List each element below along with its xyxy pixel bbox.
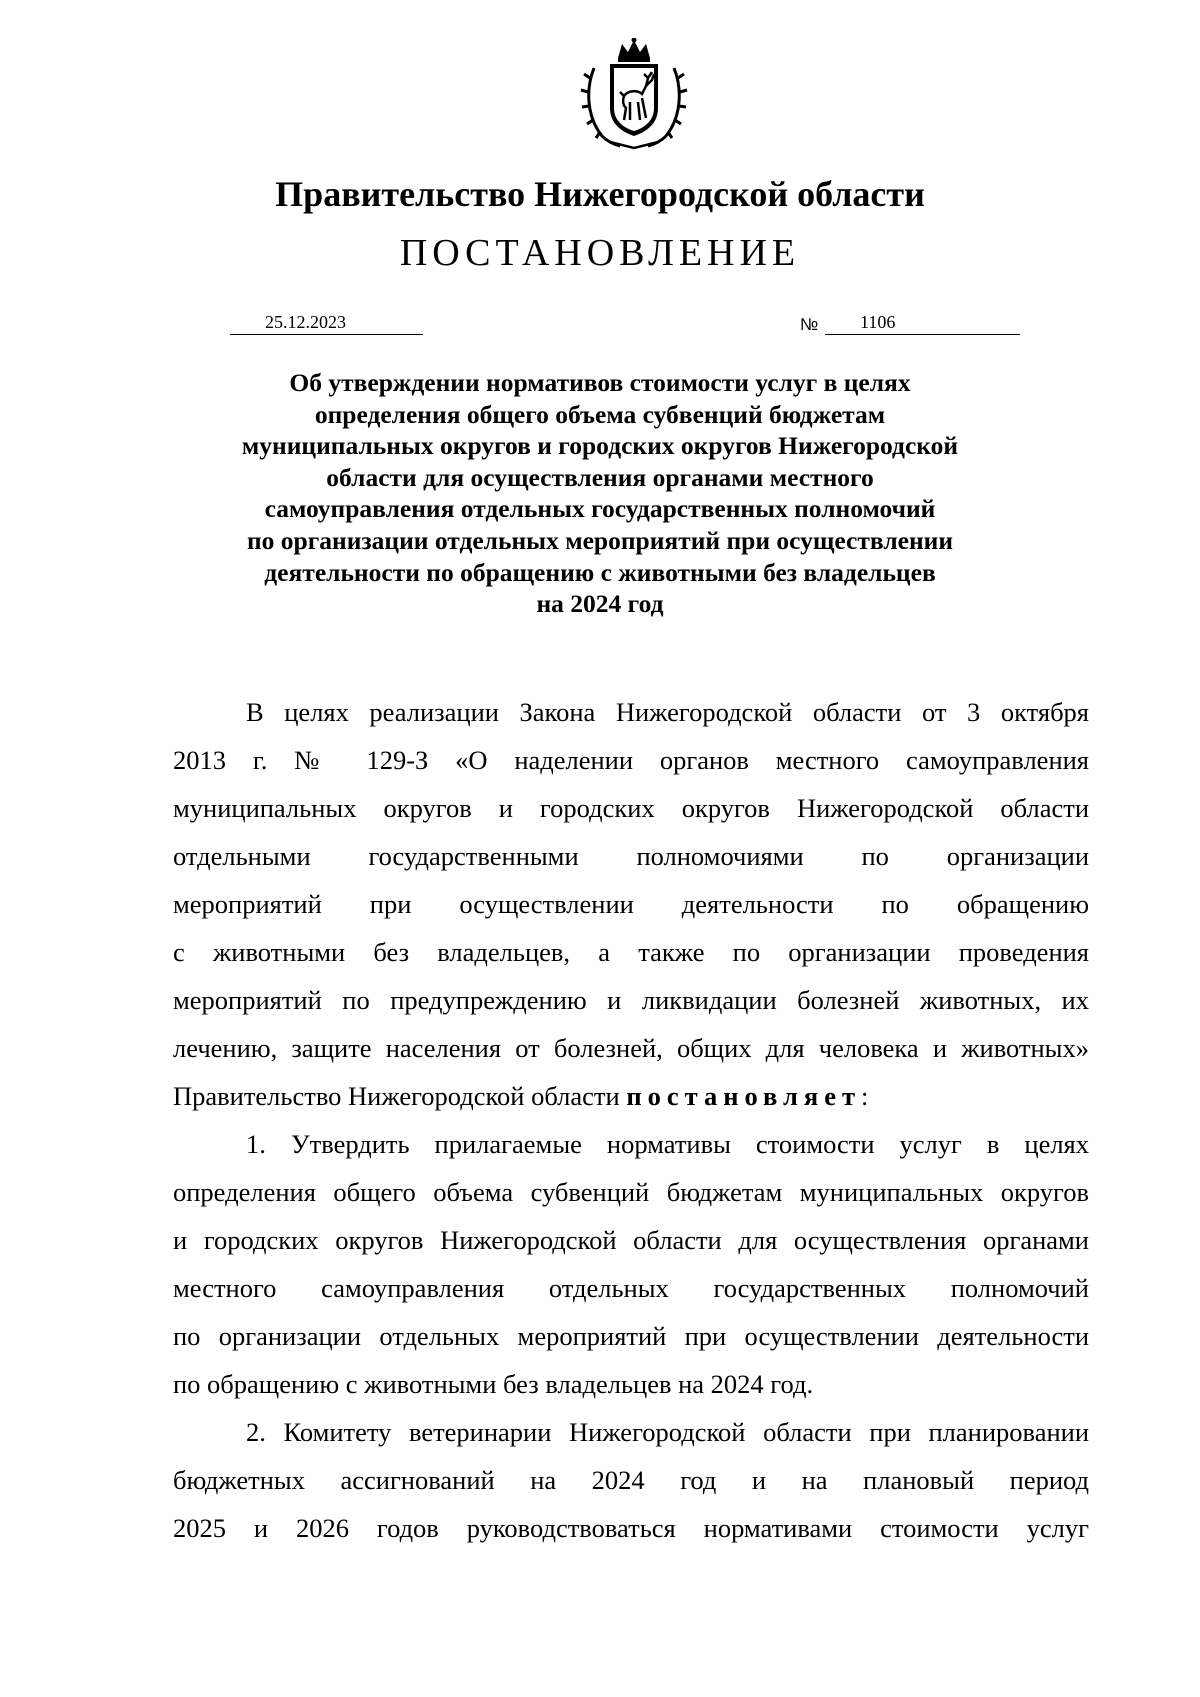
number-sign: № bbox=[800, 315, 819, 334]
number-value: 1106 bbox=[860, 312, 896, 332]
document-number bbox=[825, 310, 1020, 335]
subject-line: деятельности по обращению с животными без владельцев bbox=[264, 557, 936, 587]
body-line: В целях реализации Закона Нижегородской области от 3 октября bbox=[246, 697, 1089, 727]
item-1-line: по обращению с животными без владельцев на 2024 год. bbox=[173, 1369, 814, 1399]
item-2-line: 2025 и 2026 годов руководствоваться нормативами стоимости услуг bbox=[173, 1513, 1089, 1543]
decree-line bbox=[173, 1072, 1089, 1120]
preamble-end: Правительство Нижегородской области bbox=[173, 1081, 627, 1111]
body-line: отдельными государственными полномочиями по организации bbox=[173, 841, 1089, 871]
body-line: с животными без владельцев, а также по организации проведения bbox=[173, 937, 1089, 967]
subject-line: определения общего объема субвенций бюджетам bbox=[314, 399, 886, 429]
subject-line: на 2024 год bbox=[536, 589, 664, 619]
item-2-line: бюджетных ассигнований на 2024 год и на плановый период bbox=[173, 1465, 1089, 1495]
decree-colon: : bbox=[861, 1081, 869, 1111]
item-1-line: и городских округов Нижегородской области для осуществления органами bbox=[173, 1225, 1089, 1255]
subject-line: муниципальных округов и городских округов Нижегородской bbox=[241, 431, 959, 461]
item-1-line: по организации отдельных мероприятий при осуществлении деятельности bbox=[173, 1321, 1089, 1351]
body-line: муниципальных округов и городских округов Нижегородской области bbox=[173, 793, 1089, 823]
item-1-line: 1. Утвердить прилагаемые нормативы стоимости услуг в целях bbox=[246, 1129, 1089, 1159]
item-2-line: 2. Комитету ветеринарии Нижегородской области при планировании bbox=[246, 1417, 1089, 1447]
document-date bbox=[230, 310, 423, 335]
document-type: ПОСТАНОВЛЕНИЕ bbox=[399, 232, 801, 274]
document-body bbox=[173, 688, 1089, 1552]
subject-line: области для осуществления органами местного bbox=[326, 462, 874, 492]
document-subject bbox=[200, 367, 1000, 620]
body-line: лечению, защите населения от болезней, общих для человека и животных» bbox=[173, 1033, 1089, 1063]
subject-line: Об утверждении нормативов стоимости услуг в целях bbox=[289, 368, 911, 397]
organization-title: Правительство Нижегородской области bbox=[275, 174, 925, 214]
item-1-line: определения общего объема субвенций бюджетам муниципальных округов bbox=[173, 1177, 1089, 1207]
body-line: 2013 г. № 129-З «О наделении органов местного самоуправления bbox=[173, 745, 1089, 775]
decree-word: постановляет bbox=[626, 1081, 862, 1111]
subject-line: самоуправления отдельных государственных полномочий bbox=[264, 494, 936, 524]
subject-line: по организации отдельных мероприятий при осуществлении bbox=[246, 525, 954, 555]
date-value: 25.12.2023 bbox=[265, 312, 346, 332]
body-line: мероприятий по предупреждению и ликвидации болезней животных, их bbox=[173, 985, 1089, 1015]
body-line: мероприятий при осуществлении деятельности по обращению bbox=[173, 889, 1089, 919]
coat-of-arms-icon bbox=[580, 38, 688, 150]
item-1-line: местного самоуправления отдельных государственных полномочий bbox=[173, 1273, 1089, 1303]
